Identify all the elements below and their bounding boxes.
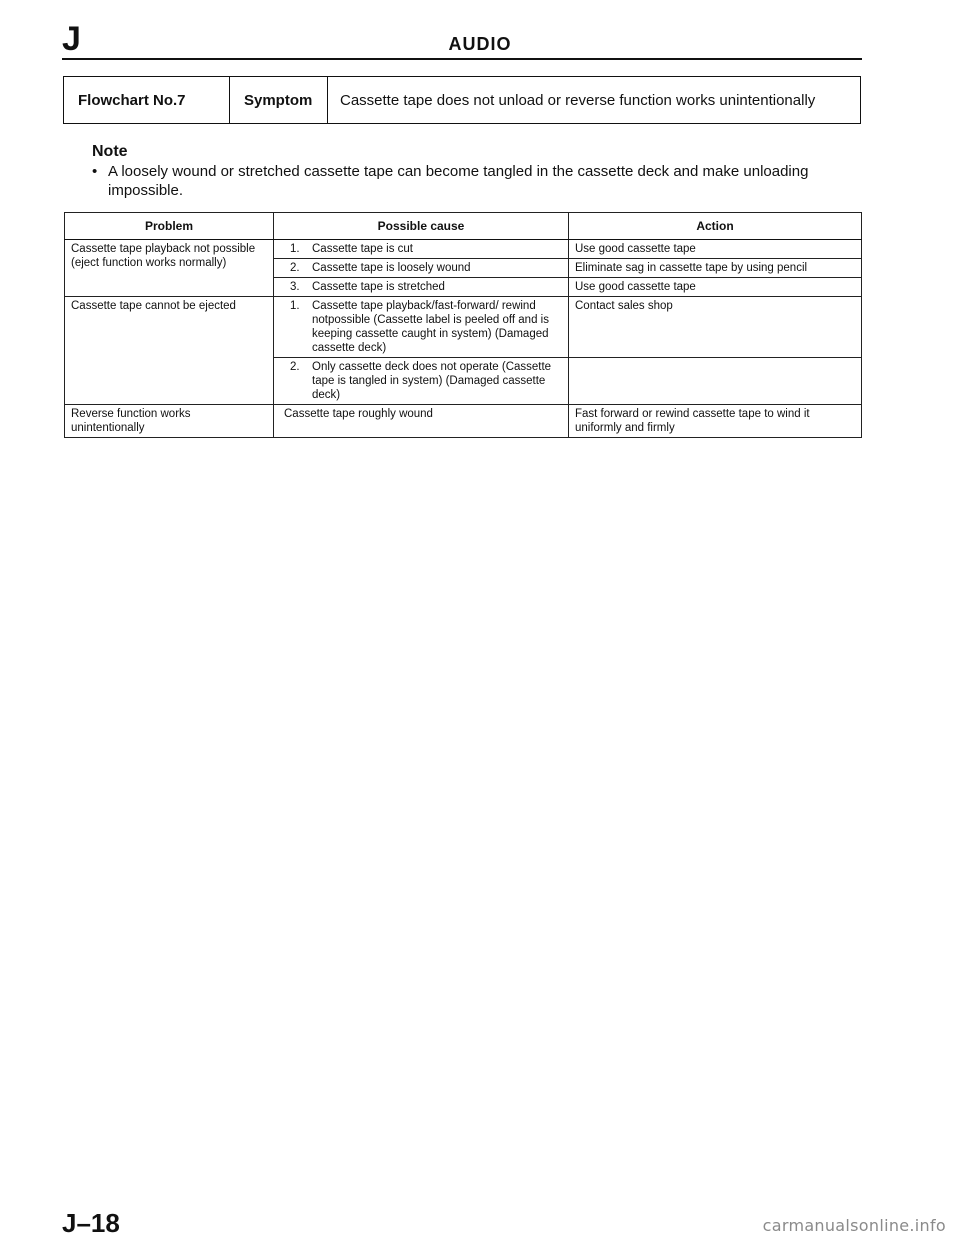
cause-number: 1.	[290, 243, 300, 255]
cause-item	[284, 299, 562, 355]
action-cell	[569, 358, 862, 405]
action-cell: Fast forward or rewind cassette tape to wind it uniformly and firmly	[569, 405, 862, 438]
cause-item	[284, 261, 562, 275]
page-number: J–18	[62, 1208, 120, 1238]
cause-cell	[274, 405, 569, 438]
cause-text: Only cassette deck does not operate (Cassette tape is tangled in system) (Damaged cassette deck)	[312, 361, 552, 401]
cause-cell	[274, 259, 569, 278]
cause-item	[284, 407, 562, 421]
cause-item	[284, 360, 562, 402]
cause-text: Cassette tape playback/fast-forward/ rewind notpossible (Cassette label is peeled off and is keeping cassette caught in system) (Damaged cassette deck)	[312, 300, 549, 354]
problem-cell: Cassette tape cannot be ejected	[65, 297, 274, 405]
table-header-row	[65, 213, 862, 240]
action-cell: Use good cassette tape	[569, 278, 862, 297]
action-cell: Eliminate sag in cassette tape by using pencil	[569, 259, 862, 278]
problem-cell: Cassette tape playback not possible (eject function works normally)	[65, 240, 274, 297]
symptom-label: Symptom	[230, 77, 328, 123]
cause-cell	[274, 240, 569, 259]
note-item	[92, 162, 862, 200]
cause-text: Cassette tape roughly wound	[284, 408, 433, 420]
cause-text: Cassette tape is stretched	[312, 281, 445, 293]
cause-number: 2.	[290, 361, 300, 373]
problem-table	[64, 212, 862, 438]
header-action: Action	[569, 213, 862, 240]
symptom-text: Cassette tape does not unload or reverse function works unintentionally	[340, 91, 816, 109]
action-cell: Contact sales shop	[569, 297, 862, 358]
table-row	[65, 297, 862, 358]
cause-cell	[274, 358, 569, 405]
bullet-icon: •	[92, 163, 98, 180]
watermark: carmanualsonline.info	[762, 1216, 946, 1235]
action-cell: Use good cassette tape	[569, 240, 862, 259]
cause-number: 1.	[290, 300, 300, 312]
table-row	[65, 240, 862, 259]
header-problem: Problem	[65, 213, 274, 240]
cause-item	[284, 280, 562, 294]
cause-number: 3.	[290, 281, 300, 293]
cause-text: Cassette tape is loosely wound	[312, 262, 471, 274]
section-letter: J	[62, 20, 81, 58]
table-row	[65, 405, 862, 438]
note-item-text: A loosely wound or stretched cassette tape can become tangled in the cassette deck and make unloading impossible.	[108, 163, 809, 199]
cause-item	[284, 242, 562, 256]
note-block	[92, 142, 862, 200]
cause-number: 2.	[290, 262, 300, 274]
problem-cell: Reverse function works unintentionally	[65, 405, 274, 438]
section-title: AUDIO	[448, 34, 512, 54]
cause-cell	[274, 278, 569, 297]
flowchart-number: Flowchart No.7	[64, 77, 230, 123]
cause-cell	[274, 297, 569, 358]
flowchart-header-box	[63, 76, 861, 124]
header-rule	[62, 58, 862, 60]
header-possible-cause: Possible cause	[274, 213, 569, 240]
cause-text: Cassette tape is cut	[312, 243, 413, 255]
note-title: Note	[92, 143, 128, 160]
